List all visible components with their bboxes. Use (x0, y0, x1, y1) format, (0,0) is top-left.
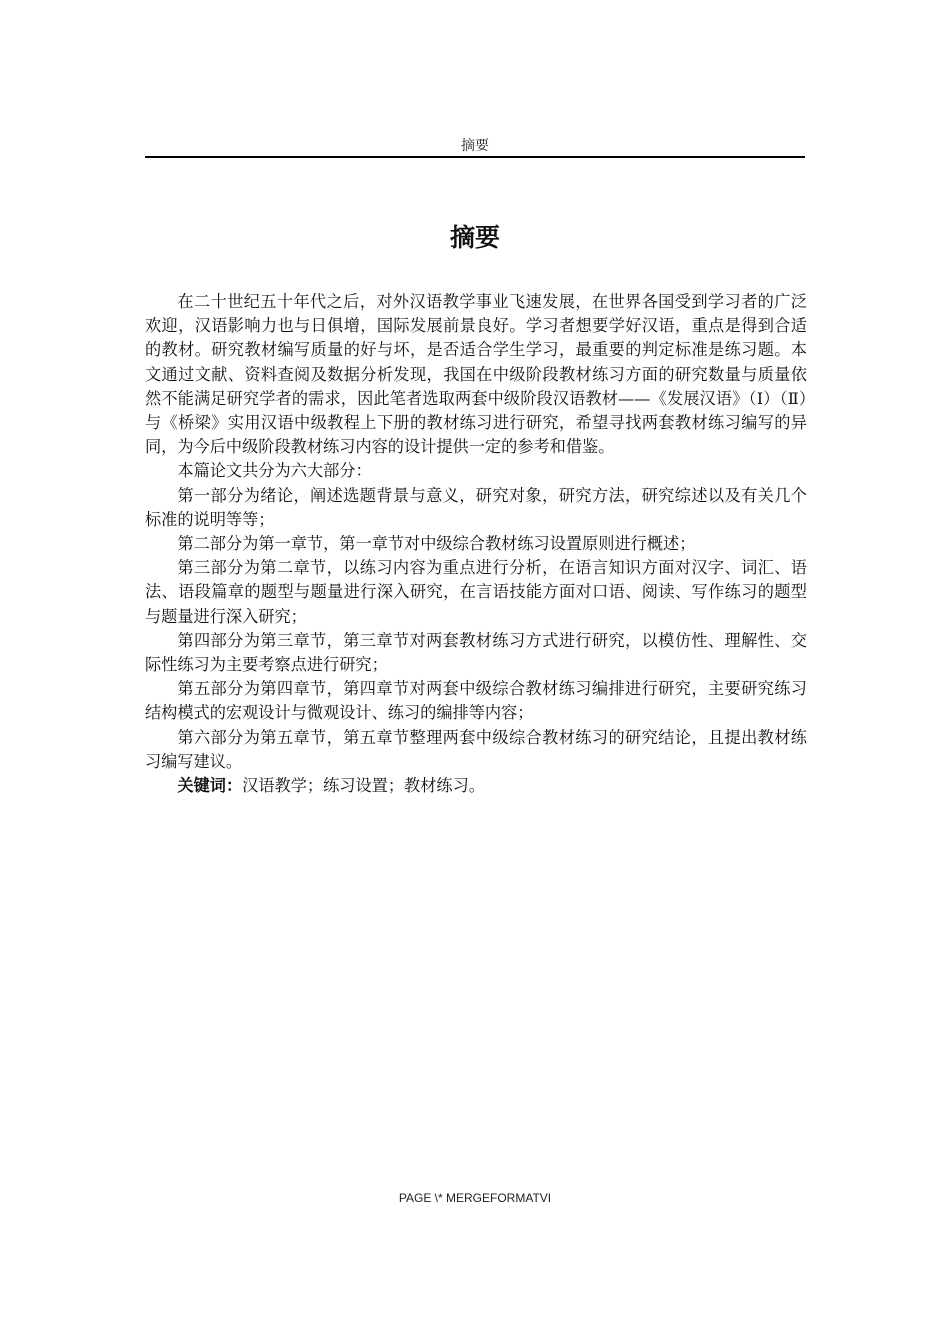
abstract-paragraph: 第一部分为绪论，阐述选题背景与意义，研究对象，研究方法，研究综述以及有关几个标准的说明等等； (145, 485, 807, 529)
keywords-text: 汉语教学；练习设置；教材练习。 (242, 776, 485, 796)
keywords-line (145, 774, 807, 798)
page-number-field: PAGE \* MERGEFORMATVI (398, 1191, 552, 1205)
abstract-paragraph: 本篇论文共分为六大部分： (177, 461, 372, 481)
keywords-label: 关键词： (177, 776, 243, 796)
abstract-paragraph: 在二十世纪五十年代之后，对外汉语教学事业飞速发展，在世界各国受到学习者的广泛欢迎，汉语影响力也与日俱增，国际发展前景良好。学习者想要学好汉语，重点是得到合适的教材。研究教材编写质量的好与坏，是否适合学生学习，最重要的判定标准是练习题。本文通过文献、资料查阅及数据分析发现，我国在中级阶段教材练习方面的研究数量与质量依然不能满足研究学者的需求，因此笔者选取两套中级阶段汉语教材——《发展汉语》（Ⅰ）（Ⅱ）与《桥梁》实用汉语中级教程上下册的教材练习进行研究，希望寻找两套教材练习编写的异同，为今后中级阶段教材练习内容的设计提供一定的参考和借鉴。 (145, 292, 807, 457)
abstract-paragraph: 第二部分为第一章节，第一章节对中级综合教材练习设置原则进行概述； (177, 534, 696, 554)
abstract-body (145, 290, 807, 798)
abstract-paragraph: 第五部分为第四章节，第四章节对两套中级综合教材练习编排进行研究，主要研究练习结构模式的宏观设计与微观设计、练习的编排等内容； (145, 679, 807, 723)
header-rule (145, 156, 805, 158)
abstract-paragraph: 第三部分为第二章节，以练习内容为重点进行分析，在语言知识方面对汉字、词汇、语法、语段篇章的题型与题量进行深入研究，在言语技能方面对口语、阅读、写作练习的题型与题量进行深入研究； (145, 558, 807, 626)
page-title: 摘要 (449, 223, 500, 252)
abstract-paragraph: 第四部分为第三章节，第三章节对两套教材练习方式进行研究，以模仿性、理解性、交际性练习为主要考察点进行研究； (145, 630, 807, 675)
running-header: 摘要 (461, 138, 489, 154)
abstract-paragraph: 第六部分为第五章节，第五章节整理两套中级综合教材练习的研究结论，且提出教材练习编写建议。 (145, 727, 807, 771)
